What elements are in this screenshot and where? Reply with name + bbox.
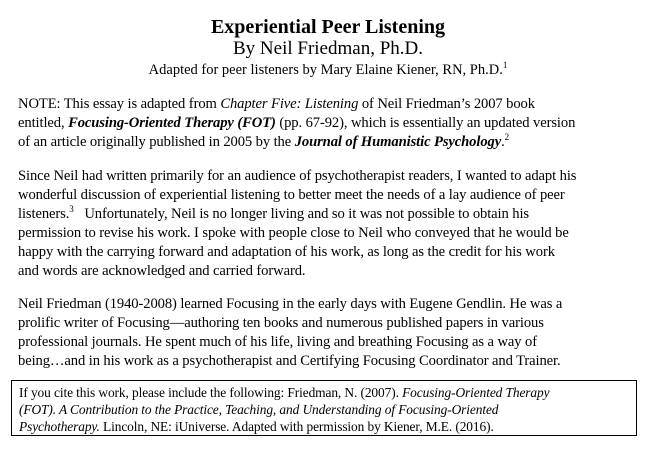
footnote-ref-3: 3 — [69, 204, 74, 214]
citation-line-2 — [19, 401, 630, 418]
footnote-ref-2: 2 — [504, 132, 510, 142]
paragraph-line: professional journals. He spent much of his life, living and breathing Focusing as a way of — [18, 334, 538, 350]
note-line-3 — [18, 133, 646, 152]
citation-text: Lincoln, NE: iUniverse. Adapted with permission by Kiener, M.E. (2016). — [99, 419, 494, 434]
paragraph-line: wonderful discussion of experiential listening to better meet the needs of a lay audience of peer — [18, 187, 565, 203]
citation-text: If you cite this work, please include the following: Friedman, N. (2007). — [19, 385, 403, 400]
paragraph-line: prolific writer of Focusing—authoring ten books and numerous published papers in various — [18, 315, 544, 331]
citation-line-1 — [19, 384, 630, 401]
paragraph-text: Unfortunately, Neil is no longer living and so it was not possible to obtain his — [73, 206, 529, 222]
paragraph-text: listeners. — [18, 206, 70, 222]
footnote-ref-1: 1 — [502, 60, 508, 70]
citation-book-title: Psychotherapy. — [19, 419, 100, 434]
adaptation-paragraph — [18, 167, 646, 281]
paragraph-line: permission to revise his work. I spoke with people close to Neil who conveyed that he would be — [18, 225, 569, 241]
note-text: entitled, — [18, 115, 69, 131]
note-text: (pp. 67-92), which is essentially an updated version — [275, 115, 576, 131]
paragraph-line: and words are acknowledged and carried forward. — [18, 263, 306, 279]
paragraph-line: Neil Friedman (1940-2008) learned Focusing in the early days with Eugene Gendlin. He was a — [18, 296, 563, 312]
paragraph-line: happy with the carrying forward and adaptation of his work, as long as the credit for his work — [18, 244, 555, 260]
biography-paragraph — [18, 295, 646, 371]
citation-book-title: (FOT). A Contribution to the Practice, Teaching, and Understanding of Focusing-Oriented — [19, 402, 499, 417]
citation-book-title: Focusing-Oriented Therapy — [402, 385, 550, 400]
citation-box — [11, 380, 637, 436]
book-title: Focusing-Oriented Therapy (FOT) — [68, 115, 276, 131]
author-byline: By Neil Friedman, Ph.D. — [233, 38, 423, 59]
journal-title: Journal of Humanistic Psychology — [294, 134, 502, 150]
note-line-2 — [18, 114, 646, 133]
note-text: NOTE: This essay is adapted from — [18, 96, 221, 112]
paragraph-line: Since Neil had written primarily for an audience of psychotherapist readers, I wanted to adapt his — [18, 168, 577, 184]
note-text: of Neil Friedman’s 2007 book — [358, 96, 535, 112]
note-text: . — [501, 134, 505, 150]
adaptation-credit — [0, 62, 656, 79]
paragraph-line: being…and in his work as a psychotherapist and Certifying Focusing Coordinator and Trainer. — [18, 353, 561, 369]
paragraph-line — [18, 205, 646, 224]
note-paragraph — [18, 95, 646, 152]
chapter-title: Chapter Five: Listening — [220, 96, 359, 112]
note-text: of an article originally published in 2005 by the — [18, 134, 295, 150]
citation-line-3 — [19, 418, 630, 435]
document-title: Experiential Peer Listening — [210, 16, 446, 38]
adaptation-credit-text: Adapted for peer listeners by Mary Elaine Kiener, RN, Ph.D. — [148, 62, 503, 78]
note-line-1 — [18, 95, 646, 114]
